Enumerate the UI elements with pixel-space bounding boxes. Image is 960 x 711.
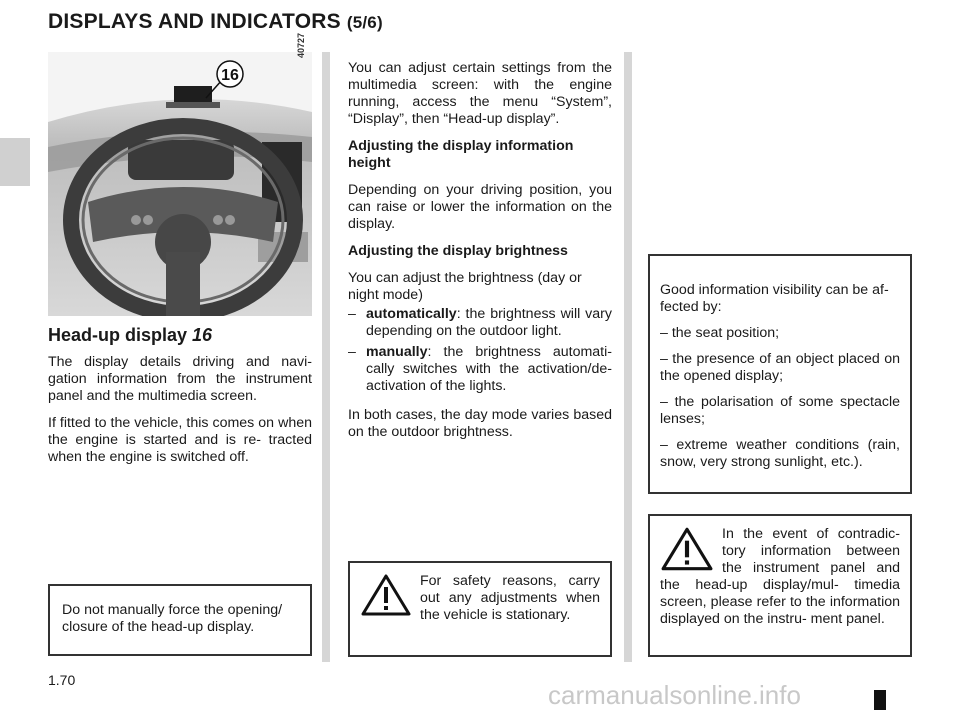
- info-box: [648, 254, 912, 494]
- heading-reference: 16: [192, 325, 213, 345]
- paragraph: In both cases, the day mode varies based on the outdoor brightness.: [348, 407, 612, 440]
- list-term: manually: [366, 344, 428, 360]
- dashboard-illustration: [48, 52, 312, 316]
- warning-box: [348, 561, 612, 657]
- middle-column: [348, 60, 612, 451]
- subheading: Adjusting the display information height: [348, 138, 574, 171]
- callout-marker: [196, 58, 256, 102]
- callout-number: 16: [221, 67, 239, 84]
- warning-box: [648, 514, 912, 657]
- info-item: – the seat position;: [660, 325, 780, 341]
- brightness-list: [348, 306, 612, 395]
- paragraph: If fitted to the vehicle, this comes on when the engine is started and is re- tracted when the engine is switched off.: [48, 415, 312, 465]
- page-title: DISPLAYS AND INDICATORS (5/6): [48, 10, 383, 33]
- paragraph: You can adjust the brightness (day or night mode): [348, 270, 582, 303]
- info-intro: Good information visibility can be af- fected by:: [660, 282, 889, 315]
- corner-mark: [874, 690, 886, 710]
- paragraph: You can adjust certain settings from the multimedia screen: with the engine running, access the menu “System”, “Display”, then “Head-up display”.: [348, 60, 612, 127]
- watermark: carmanualsonline.info: [548, 680, 801, 710]
- info-item: – extreme weather conditions (rain, snow, very strong sunlight, etc.).: [660, 437, 900, 470]
- warning-icon: [360, 573, 412, 617]
- paragraph: The display details driving and navi- gation information from the instrument panel and the multimedia screen.: [48, 354, 312, 404]
- note-text: Do not manually force the opening/ closure of the head-up display.: [62, 602, 283, 635]
- section-heading: Head-up display 16: [48, 325, 213, 345]
- subheading: Adjusting the display brightness: [348, 243, 568, 259]
- warning-text: In the event of contradic- tory information between the instrument panel and the head-up display/mul- timedia screen, please refer to the information displayed on the instru- ment panel.: [660, 526, 900, 627]
- info-item: – the polarisation of some spectacle lenses;: [660, 394, 900, 427]
- section-tab: [0, 138, 30, 186]
- column-divider: [624, 52, 632, 662]
- warning-text: For safety reasons, carry out any adjustments when the vehicle is stationary.: [420, 573, 600, 623]
- column-divider: [322, 52, 330, 662]
- figure-code: 40727: [296, 32, 306, 58]
- list-item: – manually: the brightness automati- cally switches with the activation/de- activation of the lights.: [348, 344, 612, 394]
- left-column: [48, 324, 312, 476]
- page-title-suffix: (5/6): [346, 13, 383, 32]
- warning-icon: [660, 526, 714, 572]
- list-term: automatically: [366, 306, 457, 322]
- note-box: [48, 584, 312, 656]
- paragraph: Depending on your driving position, you can raise or lower the information on the display.: [348, 182, 612, 232]
- page-number: 1.70: [48, 672, 76, 688]
- info-item: – the presence of an object placed on the opened display;: [660, 351, 900, 384]
- list-item: – automatically: the brightness will vary depending on the outdoor light.: [348, 306, 612, 339]
- dashboard-illustration-svg: [48, 52, 312, 316]
